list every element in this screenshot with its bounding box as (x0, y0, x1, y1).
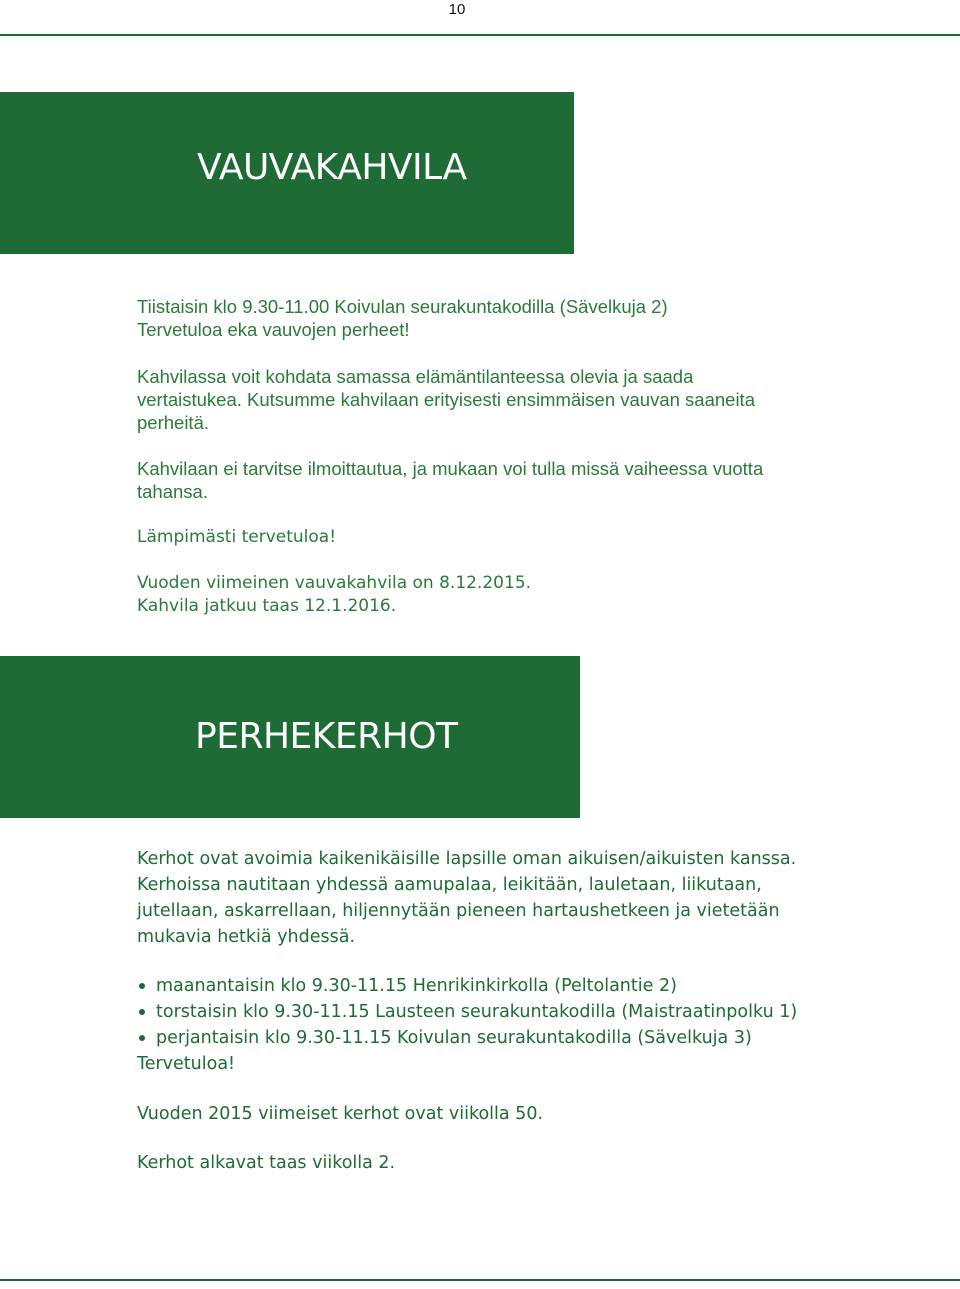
page-number: 10 (448, 1, 466, 18)
text-line: Kerhot ovat avoimia kaikenikäisille lapsille oman aikuisen/aikuisten kanssa. (137, 849, 797, 869)
session-text: perjantaisin klo 9.30-11.15 Koivulan seurakuntakodilla (Sävelkuja 3) (156, 1028, 752, 1048)
text-line: Kahvilaan ei tarvitse ilmoittautua, ja mukaan voi tulla missä vaiheessa vuotta (137, 458, 764, 479)
bullet-icon (139, 1035, 145, 1041)
session-text: maanantaisin klo 9.30-11.15 Henrikinkirkolla (Peltolantie 2) (156, 976, 677, 996)
perhekerhot-title: PERHEKERHOT (195, 716, 458, 757)
list-item (137, 1025, 797, 1051)
perhekerhot-resume: Kerhot alkavat taas viikolla 2. (137, 1153, 396, 1173)
vauvakahvila-last-session: Vuoden viimeinen vauvakahvila on 8.12.2015. (137, 573, 532, 593)
bullet-icon (139, 1009, 145, 1015)
perhekerhot-sessions (137, 973, 797, 1077)
text-line: vertaistukea. Kutsumme kahvilaan erityisesti ensimmäisen vauvan saaneita (137, 389, 755, 410)
vauvakahvila-schedule (137, 295, 668, 341)
perhekerhot-last-clubs: Vuoden 2015 viimeiset kerhot ovat viikolla 50. (137, 1104, 544, 1124)
vauvakahvila-title: VAUVAKAHVILA (197, 147, 467, 188)
header-rule (0, 34, 960, 36)
perhekerhot-intro (137, 846, 796, 950)
vauvakahvila-banner (0, 92, 574, 254)
vauvakahvila-welcome: Tervetuloa eka vauvojen perheet! (137, 319, 410, 340)
text-line: perheitä. (137, 412, 209, 433)
perhekerhot-banner (0, 656, 580, 818)
list-item (137, 999, 797, 1025)
vauvakahvila-time: Tiistaisin klo 9.30-11.00 Koivulan seurakuntakodilla (Sävelkuja 2) (137, 296, 668, 317)
perhekerhot-welcome: Tervetuloa! (137, 1054, 236, 1074)
text-line: jutellaan, askarrellaan, hiljennytään pieneen hartaushetkeen ja vietetään (137, 901, 780, 921)
list-item (137, 973, 797, 999)
vauvakahvila-paragraph-1 (137, 365, 755, 434)
footer-rule (0, 1279, 960, 1281)
text-line: mukavia hetkiä yhdessä. (137, 927, 356, 947)
vauvakahvila-continues: Kahvila jatkuu taas 12.1.2016. (137, 596, 397, 616)
text-line: Kahvilassa voit kohdata samassa elämäntilanteessa olevia ja saada (137, 366, 694, 387)
vauvakahvila-greeting: Lämpimästi tervetuloa! (137, 527, 337, 547)
vauvakahvila-paragraph-2 (137, 457, 763, 503)
bullet-icon (139, 983, 145, 989)
sessions-list (137, 973, 797, 1051)
text-line: Kerhoissa nautitaan yhdessä aamupalaa, leikitään, lauletaan, liikutaan, (137, 875, 762, 895)
session-text: torstaisin klo 9.30-11.15 Lausteen seurakuntakodilla (Maistraatinpolku 1) (156, 1002, 798, 1022)
vauvakahvila-dates (137, 572, 531, 618)
text-line: tahansa. (137, 481, 208, 502)
